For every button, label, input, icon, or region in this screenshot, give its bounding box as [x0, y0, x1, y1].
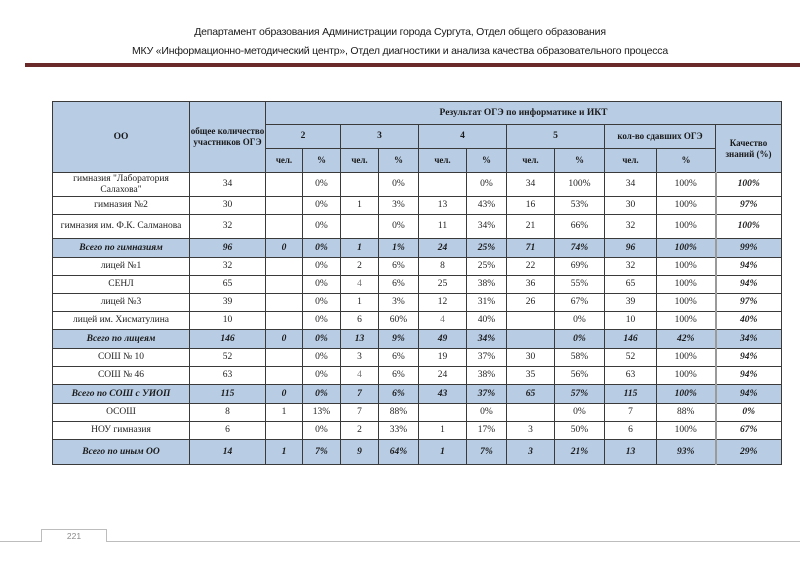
cell-name: гимназия №2	[53, 197, 190, 215]
cell-q: 94%	[716, 276, 782, 294]
cell-g5n: 16	[507, 197, 555, 215]
cell-pp: 100%	[657, 276, 716, 294]
cell-g2n	[266, 422, 303, 440]
cell-g4n: 8	[419, 258, 467, 276]
cell-g4n: 4	[419, 312, 467, 330]
cell-total: 30	[190, 197, 266, 215]
cell-total: 39	[190, 294, 266, 312]
cell-q: 94%	[716, 349, 782, 367]
cell-g4p: 38%	[467, 276, 507, 294]
table-row-total	[53, 385, 782, 404]
cell-q: 40%	[716, 312, 782, 330]
cell-name: гимназия им. Ф.К. Салманова	[53, 215, 190, 239]
cell-g5p: 21%	[555, 440, 605, 465]
table-row	[53, 215, 782, 239]
cell-g5p: 100%	[555, 173, 605, 197]
cell-g2p: 0%	[303, 258, 341, 276]
cell-total: 14	[190, 440, 266, 465]
cell-pn: 13	[605, 440, 657, 465]
cell-g4n: 1	[419, 422, 467, 440]
cell-g4p: 17%	[467, 422, 507, 440]
cell-g5p: 57%	[555, 385, 605, 404]
cell-g2n	[266, 367, 303, 385]
cell-g4p: 7%	[467, 440, 507, 465]
table-row-total	[53, 330, 782, 349]
table-row	[53, 367, 782, 385]
cell-pp: 100%	[657, 422, 716, 440]
cell-g3n: 4	[341, 367, 379, 385]
cell-name: Всего по иным ОО	[53, 440, 190, 465]
cell-g2p: 0%	[303, 385, 341, 404]
table-row	[53, 312, 782, 330]
cell-g2p: 0%	[303, 330, 341, 349]
cell-name: Всего по лицеям	[53, 330, 190, 349]
cell-g3n: 13	[341, 330, 379, 349]
cell-g4p: 0%	[467, 173, 507, 197]
table-row	[53, 197, 782, 215]
cell-g3n: 2	[341, 422, 379, 440]
cell-g3p: 1%	[379, 239, 419, 258]
cell-g3n: 7	[341, 404, 379, 422]
col-header-grade-5: 5	[507, 125, 605, 149]
cell-g2p: 0%	[303, 312, 341, 330]
cell-q: 34%	[716, 330, 782, 349]
cell-pn: 7	[605, 404, 657, 422]
cell-g5n: 71	[507, 239, 555, 258]
col-header-total-participants: общее количество участников ОГЭ	[190, 102, 266, 173]
cell-g4n: 13	[419, 197, 467, 215]
cell-total: 8	[190, 404, 266, 422]
cell-g5n: 3	[507, 422, 555, 440]
cell-g5n	[507, 404, 555, 422]
cell-g2p: 0%	[303, 239, 341, 258]
cell-name: лицей им. Хисматулина	[53, 312, 190, 330]
cell-g4n	[419, 173, 467, 197]
oge-results-table	[52, 101, 782, 465]
cell-g5p: 69%	[555, 258, 605, 276]
cell-total: 96	[190, 239, 266, 258]
col-header-g4-pct: %	[467, 149, 507, 173]
cell-g4p: 34%	[467, 330, 507, 349]
cell-g2n	[266, 173, 303, 197]
table-row-total	[53, 440, 782, 465]
cell-total: 32	[190, 258, 266, 276]
cell-g3n: 2	[341, 258, 379, 276]
cell-total: 65	[190, 276, 266, 294]
cell-pp: 42%	[657, 330, 716, 349]
col-header-g5-pct: %	[555, 149, 605, 173]
cell-g3p: 9%	[379, 330, 419, 349]
col-header-g3-count: чел.	[341, 149, 379, 173]
cell-g4p: 31%	[467, 294, 507, 312]
cell-g4p: 43%	[467, 197, 507, 215]
cell-pp: 100%	[657, 173, 716, 197]
cell-name: СЕНЛ	[53, 276, 190, 294]
cell-g5p: 0%	[555, 312, 605, 330]
cell-g2n	[266, 215, 303, 239]
cell-g5n: 36	[507, 276, 555, 294]
col-header-g2-pct: %	[303, 149, 341, 173]
footer-rule	[0, 541, 800, 542]
cell-g2n	[266, 294, 303, 312]
cell-g5n: 30	[507, 349, 555, 367]
cell-g5p: 67%	[555, 294, 605, 312]
col-header-g3-pct: %	[379, 149, 419, 173]
cell-name: Всего по гимназиям	[53, 239, 190, 258]
cell-pp: 100%	[657, 349, 716, 367]
cell-name: лицей №1	[53, 258, 190, 276]
cell-g3n: 1	[341, 197, 379, 215]
cell-q: 99%	[716, 239, 782, 258]
cell-pp: 100%	[657, 239, 716, 258]
cell-g5p: 53%	[555, 197, 605, 215]
cell-pn: 146	[605, 330, 657, 349]
cell-g3p: 6%	[379, 276, 419, 294]
cell-g2p: 7%	[303, 440, 341, 465]
cell-g4p: 37%	[467, 385, 507, 404]
cell-g3n	[341, 215, 379, 239]
cell-g4n: 11	[419, 215, 467, 239]
cell-g5p: 66%	[555, 215, 605, 239]
cell-g3n: 3	[341, 349, 379, 367]
cell-pp: 93%	[657, 440, 716, 465]
cell-g2p: 0%	[303, 349, 341, 367]
cell-pp: 100%	[657, 385, 716, 404]
cell-q: 67%	[716, 422, 782, 440]
cell-g3p: 6%	[379, 349, 419, 367]
cell-name: НОУ гимназия	[53, 422, 190, 440]
cell-g2p: 0%	[303, 215, 341, 239]
cell-g4n: 19	[419, 349, 467, 367]
cell-g5p: 0%	[555, 404, 605, 422]
cell-pn: 39	[605, 294, 657, 312]
cell-pp: 88%	[657, 404, 716, 422]
cell-g3p: 0%	[379, 173, 419, 197]
cell-g2p: 0%	[303, 173, 341, 197]
cell-g5n: 26	[507, 294, 555, 312]
cell-g2p: 0%	[303, 197, 341, 215]
col-header-result-title: Результат ОГЭ по информатике и ИКТ	[266, 102, 782, 125]
cell-total: 146	[190, 330, 266, 349]
cell-pn: 63	[605, 367, 657, 385]
cell-name: гимназия "Лаборатория Салахова"	[53, 173, 190, 197]
cell-g3p: 33%	[379, 422, 419, 440]
cell-g4p: 0%	[467, 404, 507, 422]
cell-g3n: 1	[341, 294, 379, 312]
cell-g3p: 64%	[379, 440, 419, 465]
col-header-passed: кол-во сдавших ОГЭ	[605, 125, 716, 149]
department-header: Департамент образования Администрации города Сургута, Отдел общего образования	[194, 26, 606, 38]
cell-pn: 65	[605, 276, 657, 294]
cell-q: 94%	[716, 367, 782, 385]
cell-g2n	[266, 197, 303, 215]
cell-pp: 100%	[657, 197, 716, 215]
table-row-total	[53, 239, 782, 258]
cell-q: 94%	[716, 258, 782, 276]
cell-pp: 100%	[657, 294, 716, 312]
cell-g2n: 0	[266, 385, 303, 404]
table-row	[53, 404, 782, 422]
cell-name: Всего по СОШ с УИОП	[53, 385, 190, 404]
table-row	[53, 258, 782, 276]
cell-q: 100%	[716, 173, 782, 197]
cell-g3n: 4	[341, 276, 379, 294]
cell-g3p: 6%	[379, 258, 419, 276]
cell-pn: 115	[605, 385, 657, 404]
col-header-passed-pct: %	[657, 149, 716, 173]
cell-g4n: 1	[419, 440, 467, 465]
cell-g2p: 0%	[303, 422, 341, 440]
col-header-g5-count: чел.	[507, 149, 555, 173]
table-row	[53, 349, 782, 367]
cell-q: 100%	[716, 215, 782, 239]
cell-g2n	[266, 276, 303, 294]
cell-g3n: 6	[341, 312, 379, 330]
cell-g5n: 21	[507, 215, 555, 239]
cell-g3p: 6%	[379, 385, 419, 404]
cell-g3n: 1	[341, 239, 379, 258]
cell-g5n	[507, 312, 555, 330]
cell-g4p: 40%	[467, 312, 507, 330]
cell-g4n: 24	[419, 239, 467, 258]
cell-g3p: 0%	[379, 215, 419, 239]
cell-g3p: 88%	[379, 404, 419, 422]
cell-pn: 34	[605, 173, 657, 197]
cell-pn: 6	[605, 422, 657, 440]
cell-g5n: 65	[507, 385, 555, 404]
cell-g5n: 34	[507, 173, 555, 197]
header-rule	[25, 63, 800, 67]
cell-g5n: 22	[507, 258, 555, 276]
cell-g2n	[266, 349, 303, 367]
cell-g4p: 38%	[467, 367, 507, 385]
cell-g4p: 34%	[467, 215, 507, 239]
cell-g5p: 56%	[555, 367, 605, 385]
col-header-oo: ОО	[53, 102, 190, 173]
cell-name: СОШ № 46	[53, 367, 190, 385]
cell-pp: 100%	[657, 312, 716, 330]
cell-g2n	[266, 258, 303, 276]
cell-g4p: 37%	[467, 349, 507, 367]
cell-g5n: 35	[507, 367, 555, 385]
cell-g3p: 3%	[379, 197, 419, 215]
cell-g3n	[341, 173, 379, 197]
cell-total: 115	[190, 385, 266, 404]
cell-g5n: 3	[507, 440, 555, 465]
cell-pp: 100%	[657, 215, 716, 239]
cell-q: 0%	[716, 404, 782, 422]
cell-g4n: 25	[419, 276, 467, 294]
cell-g3p: 6%	[379, 367, 419, 385]
cell-total: 10	[190, 312, 266, 330]
cell-g2n: 0	[266, 330, 303, 349]
cell-g2p: 13%	[303, 404, 341, 422]
col-header-passed-count: чел.	[605, 149, 657, 173]
cell-pn: 96	[605, 239, 657, 258]
cell-q: 94%	[716, 385, 782, 404]
cell-g4n: 49	[419, 330, 467, 349]
cell-name: ОСОШ	[53, 404, 190, 422]
cell-pp: 100%	[657, 258, 716, 276]
col-header-grade-3: 3	[341, 125, 419, 149]
cell-g4n: 43	[419, 385, 467, 404]
cell-g5p: 50%	[555, 422, 605, 440]
cell-pn: 32	[605, 258, 657, 276]
col-header-g4-count: чел.	[419, 149, 467, 173]
cell-total: 6	[190, 422, 266, 440]
cell-g5p: 0%	[555, 330, 605, 349]
cell-g3p: 60%	[379, 312, 419, 330]
cell-name: лицей №3	[53, 294, 190, 312]
cell-g3n: 7	[341, 385, 379, 404]
cell-pn: 10	[605, 312, 657, 330]
page-number: 221	[41, 529, 107, 542]
cell-g2p: 0%	[303, 276, 341, 294]
cell-g5p: 74%	[555, 239, 605, 258]
center-header: МКУ «Информационно-методический центр», Отдел диагностики и анализа качества образовательного процесса	[131, 45, 668, 57]
cell-pn: 30	[605, 197, 657, 215]
cell-g4n	[419, 404, 467, 422]
cell-g5n	[507, 330, 555, 349]
table-body	[53, 173, 782, 465]
cell-g5p: 55%	[555, 276, 605, 294]
cell-g2n	[266, 312, 303, 330]
cell-q: 97%	[716, 197, 782, 215]
table-row	[53, 422, 782, 440]
cell-g3p: 3%	[379, 294, 419, 312]
cell-g2n: 0	[266, 239, 303, 258]
cell-pp: 100%	[657, 367, 716, 385]
col-header-grade-2: 2	[266, 125, 341, 149]
col-header-g2-count: чел.	[266, 149, 303, 173]
col-header-quality: Качество знаний (%)	[716, 125, 782, 173]
cell-total: 52	[190, 349, 266, 367]
table-row	[53, 276, 782, 294]
table-row	[53, 294, 782, 312]
cell-q: 29%	[716, 440, 782, 465]
cell-total: 32	[190, 215, 266, 239]
cell-pn: 32	[605, 215, 657, 239]
cell-total: 63	[190, 367, 266, 385]
cell-g2n: 1	[266, 404, 303, 422]
cell-pn: 52	[605, 349, 657, 367]
cell-name: СОШ № 10	[53, 349, 190, 367]
cell-q: 97%	[716, 294, 782, 312]
cell-g4n: 12	[419, 294, 467, 312]
cell-total: 34	[190, 173, 266, 197]
col-header-grade-4: 4	[419, 125, 507, 149]
cell-g4n: 24	[419, 367, 467, 385]
cell-g3n: 9	[341, 440, 379, 465]
table-row	[53, 173, 782, 197]
cell-g4p: 25%	[467, 258, 507, 276]
cell-g5p: 58%	[555, 349, 605, 367]
cell-g2p: 0%	[303, 294, 341, 312]
cell-g4p: 25%	[467, 239, 507, 258]
cell-g2n: 1	[266, 440, 303, 465]
cell-g2p: 0%	[303, 367, 341, 385]
